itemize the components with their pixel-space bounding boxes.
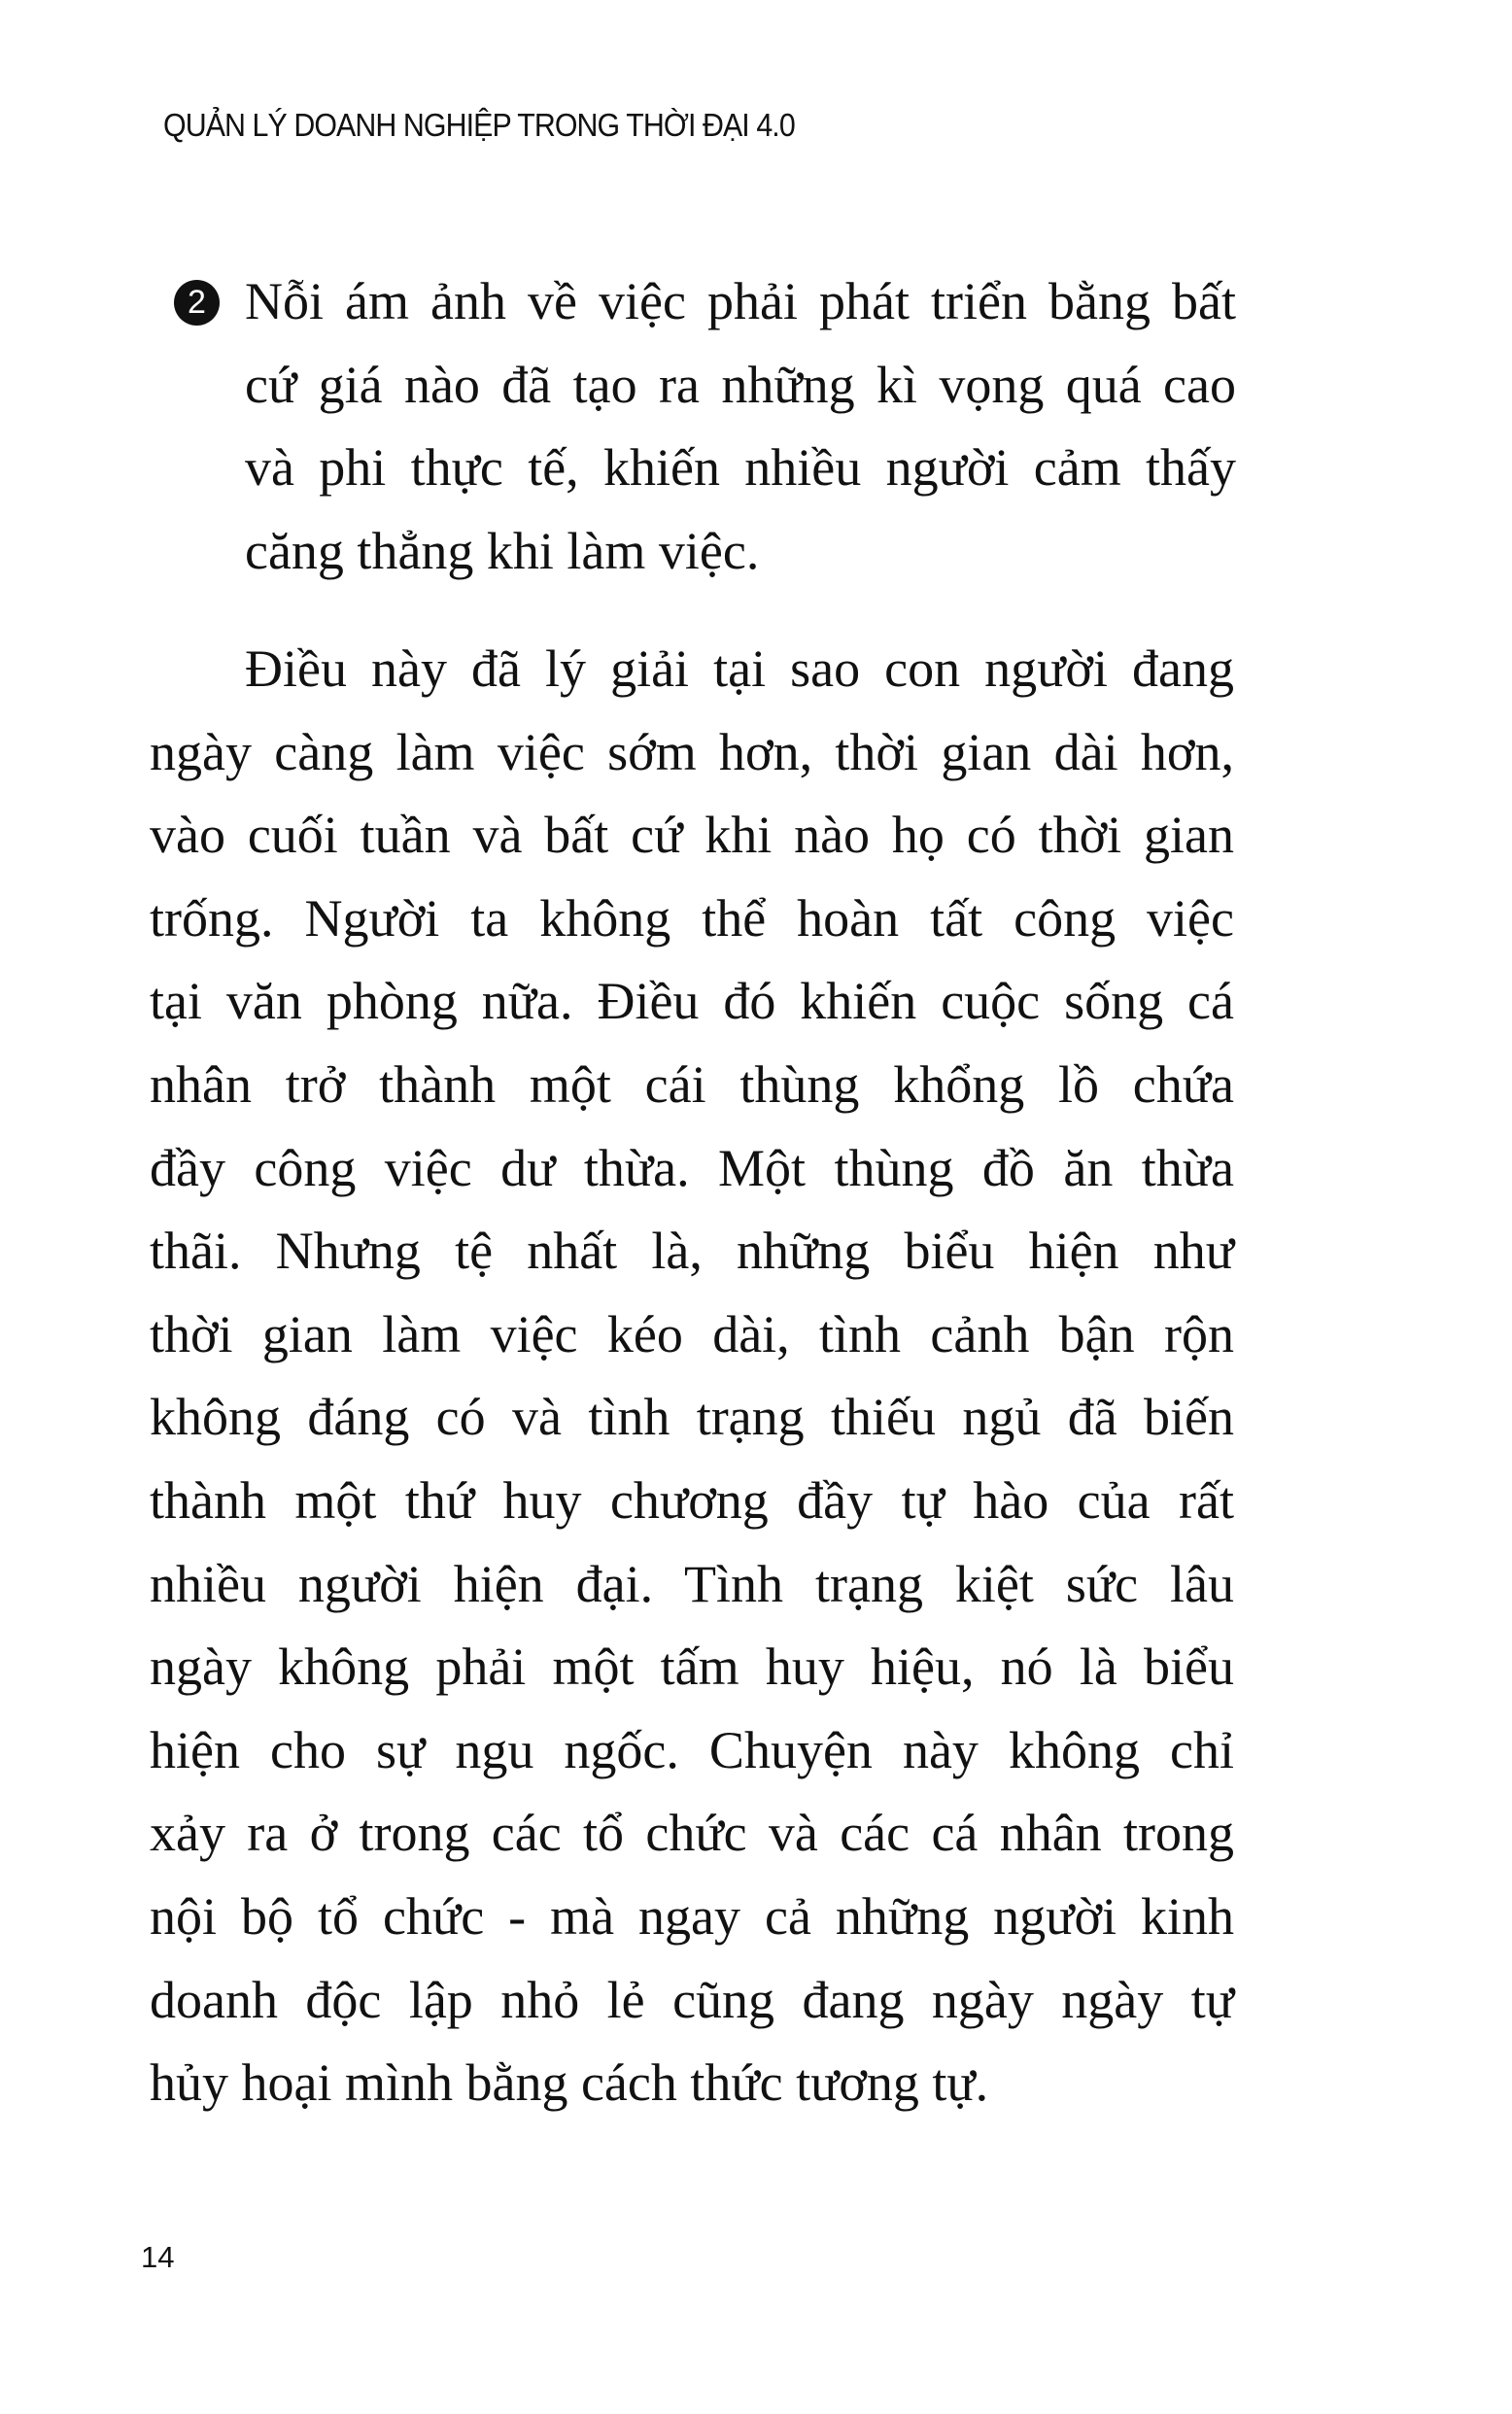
paragraph-line: Điều này đã lý giải tại sao con người đang bbox=[245, 639, 1234, 698]
paragraph-line: đầy công việc dư thừa. Một thùng đồ ăn thừa bbox=[150, 1138, 1234, 1197]
item-line: cứ giá nào đã tạo ra những kì vọng quá cao bbox=[245, 355, 1236, 414]
paragraph-line: hiện cho sự ngu ngốc. Chuyện này không chỉ bbox=[150, 1720, 1234, 1779]
paragraph-line: vào cuối tuần và bất cứ khi nào họ có thời gian bbox=[150, 806, 1234, 865]
paragraph-line: thãi. Nhưng tệ nhất là, những biểu hiện như bbox=[150, 1222, 1234, 1281]
paragraph-line: ngày càng làm việc sớm hơn, thời gian dài hơn, bbox=[150, 722, 1234, 781]
paragraph-line: không đáng có và tình trạng thiếu ngủ đã biến bbox=[150, 1388, 1234, 1447]
body-paragraph bbox=[150, 628, 1234, 2125]
item-line: và phi thực tế, khiến nhiều người cảm thấy bbox=[245, 438, 1236, 498]
paragraph-line: nhân trở thành một cái thùng khổng lồ chứa bbox=[150, 1054, 1234, 1114]
paragraph-line: trống. Người ta không thể hoàn tất công việc bbox=[150, 888, 1234, 948]
item-line: Nỗi ám ảnh về việc phải phát triển bằng bất bbox=[245, 272, 1236, 330]
numbered-item bbox=[245, 260, 1236, 593]
paragraph-line: nội bộ tổ chức - mà ngay cả những người kinh bbox=[150, 1886, 1234, 1946]
running-header: QUẢN LÝ DOANH NGHIỆP TRONG THỜI ĐẠI 4.0 bbox=[163, 107, 795, 143]
paragraph-line: doanh độc lập nhỏ lẻ cũng đang ngày ngày tự bbox=[150, 1970, 1234, 2029]
list-number-badge: 2 bbox=[174, 280, 220, 326]
paragraph-line: tại văn phòng nữa. Điều đó khiến cuộc sống cá bbox=[150, 972, 1234, 1031]
page-number: 14 bbox=[141, 2240, 175, 2274]
paragraph-line: nhiều người hiện đại. Tình trạng kiệt sức lâu bbox=[150, 1554, 1234, 1613]
paragraph-line: xảy ra ở trong các tổ chức và các cá nhân trong bbox=[150, 1804, 1234, 1863]
paragraph-line: ngày không phải một tấm huy hiệu, nó là biểu bbox=[150, 1638, 1234, 1697]
item-line: căng thẳng khi làm việc. bbox=[245, 521, 760, 580]
paragraph-line: thành một thứ huy chương đầy tự hào của rất bbox=[150, 1470, 1234, 1530]
paragraph-line: thời gian làm việc kéo dài, tình cảnh bận rộn bbox=[150, 1304, 1234, 1363]
paragraph-line: hủy hoại mình bằng cách thức tương tự. bbox=[150, 2053, 989, 2113]
